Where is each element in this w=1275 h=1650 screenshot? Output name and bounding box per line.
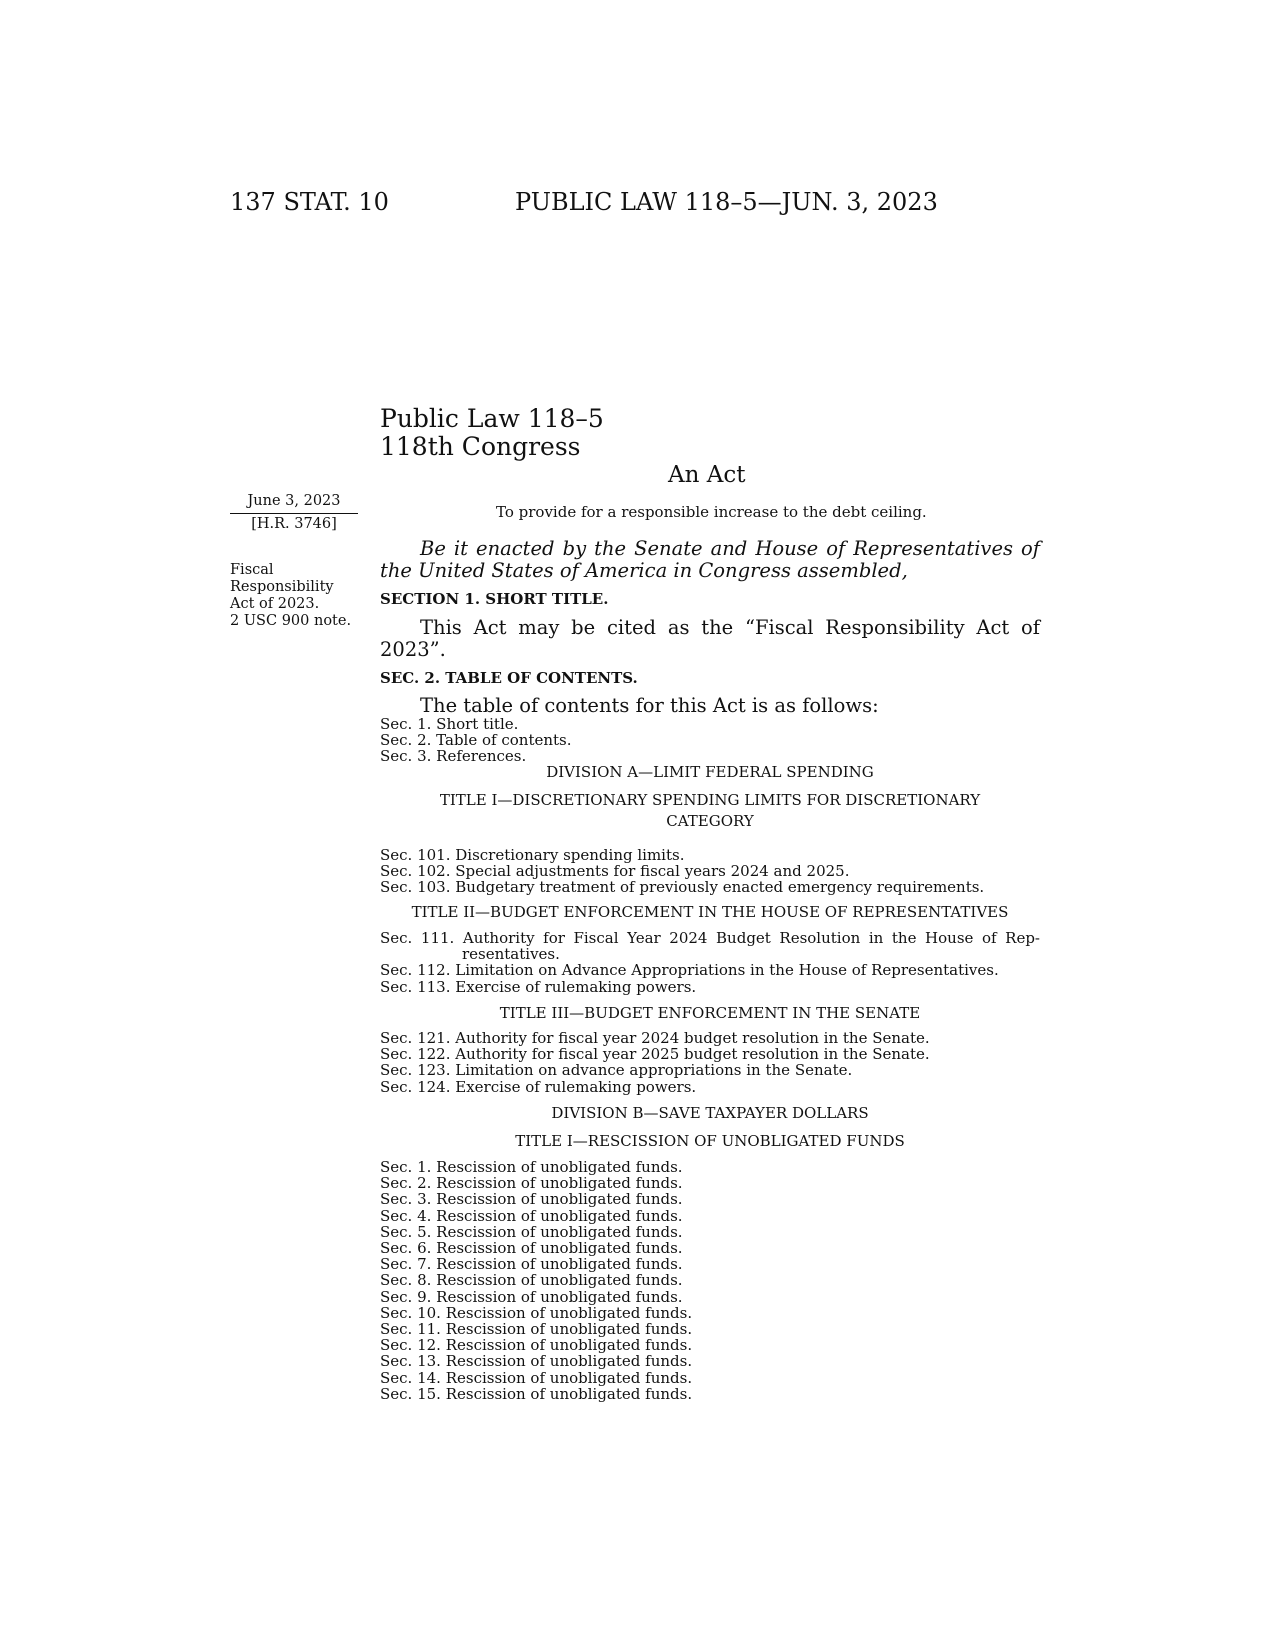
- act-heading: An Act: [668, 462, 746, 488]
- toc-item: Sec. 122. Authority for fiscal year 2025 budget resolution in the Senate.: [380, 1045, 930, 1064]
- toc-division-b-title-1: [380, 1159, 1040, 1402]
- division-b-title-1-heading: TITLE I—RESCISSION OF UNOBLIGATED FUNDS: [515, 1132, 905, 1150]
- toc-item: Sec. 111. Authority for Fiscal Year 2024 Budget Resolution in the House of Rep- resentatives.: [380, 929, 1040, 964]
- toc-item: Sec. 6. Rescission of unobligated funds.: [380, 1239, 683, 1258]
- toc-item: Sec. 123. Limitation on advance appropriations in the Senate.: [380, 1061, 853, 1080]
- margin-bill-number: [H.R. 3746]: [251, 516, 337, 532]
- toc-item: Sec. 102. Special adjustments for fiscal years 2024 and 2025.: [380, 862, 850, 881]
- toc-item: Sec. 113. Exercise of rulemaking powers.: [380, 977, 697, 996]
- title-heading-line: TITLE I—DISCRETIONARY SPENDING LIMITS FOR DISCRETIONARY: [439, 791, 981, 809]
- toc-item: Sec. 1. Short title.: [380, 715, 519, 733]
- toc-item: Sec. 124. Exercise of rulemaking powers.: [380, 1077, 697, 1096]
- division-b-heading: DIVISION B—SAVE TAXPAYER DOLLARS: [551, 1104, 869, 1122]
- toc-item: Sec. 121. Authority for fiscal year 2024 budget resolution in the Senate.: [380, 1029, 930, 1047]
- toc-item: Sec. 2. Rescission of unobligated funds.: [380, 1174, 683, 1193]
- toc-item: Sec. 2. Table of contents.: [380, 731, 572, 750]
- division-a-heading: DIVISION A—LIMIT FEDERAL SPENDING: [546, 763, 874, 781]
- toc-item: Sec. 3. References.: [380, 747, 527, 766]
- toc-item: Sec. 5. Rescission of unobligated funds.: [380, 1222, 683, 1241]
- stat-page-number: 137 STAT. 10: [230, 188, 389, 216]
- toc-item: Sec. 9. Rescission of unobligated funds.: [380, 1287, 683, 1306]
- act-purpose: To provide for a responsible increase to the debt ceiling.: [496, 503, 927, 521]
- toc-item: Sec. 103. Budgetary treatment of previously enacted emergency requirements.: [380, 878, 985, 897]
- margin-note: [230, 562, 351, 630]
- toc-item: Sec. 1. Rescission of unobligated funds.: [380, 1158, 683, 1176]
- toc-item: Sec. 4. Rescission of unobligated funds.: [380, 1206, 683, 1225]
- division-a-title-1-heading: [380, 790, 1040, 832]
- enacting-clause: [380, 538, 1040, 582]
- toc-item: Sec. 7. Rescission of unobligated funds.: [380, 1255, 683, 1274]
- toc-item: Sec. 15. Rescission of unobligated funds.: [380, 1384, 693, 1403]
- margin-date: June 3, 2023: [247, 493, 341, 509]
- margin-note-line: Act of 2023.: [230, 596, 320, 612]
- toc-item: Sec. 101. Discretionary spending limits.: [380, 846, 685, 864]
- toc-division-a-title-1: [380, 847, 1040, 896]
- division-a-title-2-heading: TITLE II—BUDGET ENFORCEMENT IN THE HOUSE OF REPRESENTATIVES: [411, 903, 1009, 921]
- toc-item: Sec. 112. Limitation on Advance Appropriations in the House of Representatives.: [380, 961, 999, 980]
- section-2-text: [380, 695, 1040, 717]
- enacting-clause-text: Be it enacted by the Senate and House of Representatives of the United States of America in Congress assembled,: [380, 537, 1040, 582]
- toc-item: Sec. 10. Rescission of unobligated funds.: [380, 1303, 693, 1322]
- section-2-body: The table of contents for this Act is as follows:: [420, 694, 879, 717]
- section-1-body: This Act may be cited as the “Fiscal Responsibility Act of 2023”.: [380, 616, 1040, 661]
- law-number: Public Law 118–5: [380, 404, 604, 433]
- toc-general: [380, 716, 1040, 765]
- division-a-title-3-heading: TITLE III—BUDGET ENFORCEMENT IN THE SENATE: [499, 1004, 921, 1022]
- margin-divider: [230, 513, 358, 514]
- margin-note-line: Responsibility: [230, 579, 334, 595]
- toc-item: Sec. 12. Rescission of unobligated funds.: [380, 1336, 693, 1355]
- margin-note-line: 2 USC 900 note.: [230, 613, 352, 629]
- toc-division-a-title-3: [380, 1030, 1040, 1095]
- margin-note-line: Fiscal: [230, 562, 274, 578]
- toc-item: Sec. 14. Rescission of unobligated funds.: [380, 1368, 693, 1387]
- section-1-heading: SECTION 1. SHORT TITLE.: [380, 590, 609, 608]
- toc-item: Sec. 13. Rescission of unobligated funds.: [380, 1352, 693, 1371]
- section-2-heading: SEC. 2. TABLE OF CONTENTS.: [380, 669, 638, 687]
- title-heading-line: CATEGORY: [666, 812, 754, 830]
- toc-item: Sec. 8. Rescission of unobligated funds.: [380, 1271, 683, 1290]
- toc-division-a-title-2: [380, 930, 1040, 995]
- law-title: [380, 405, 604, 461]
- toc-item: Sec. 11. Rescission of unobligated funds.: [380, 1320, 693, 1339]
- toc-item: Sec. 3. Rescission of unobligated funds.: [380, 1190, 683, 1209]
- section-1-text: [380, 617, 1040, 661]
- congress-number: 118th Congress: [380, 432, 581, 461]
- running-header: PUBLIC LAW 118–5—JUN. 3, 2023: [515, 188, 938, 216]
